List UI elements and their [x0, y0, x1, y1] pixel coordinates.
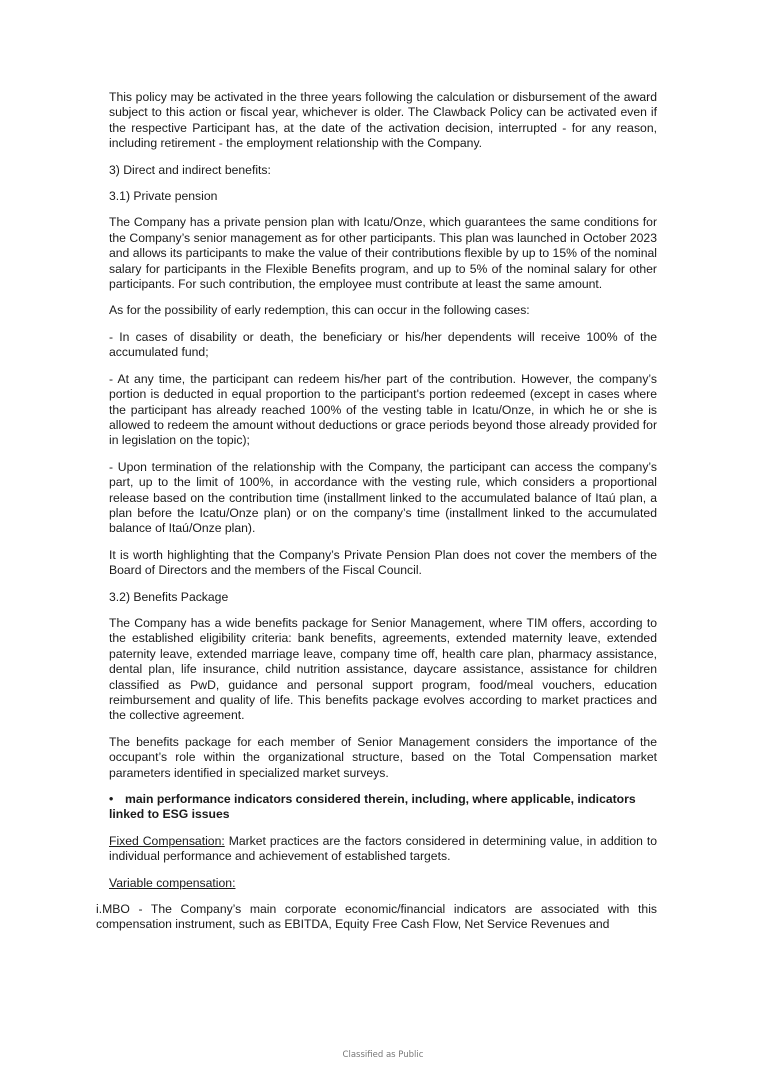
benefits-importance-paragraph: The benefits package for each member of Senior Management considers the importance of the occupant’s role within the organizational structure, based on the Total Compensation market parameters identified in specialized market surveys. [109, 734, 657, 780]
section-heading-benefits: 3) Direct and indirect benefits: [109, 162, 271, 177]
pension-coverage-note: It is worth highlighting that the Company’s Private Pension Plan does not cover the members of the Board of Directors and the members of the Fiscal Council. [109, 547, 657, 578]
fixed-compensation-label: Fixed Compensation: [109, 833, 225, 848]
clawback-paragraph: This policy may be activated in the three years following the calculation or disbursement of the award subject to this action or fiscal year, whichever is older. The Clawback Policy can be activated even if the respective Participant has, at the date of the activation decision, interrupted - for any reason, including retirement - the employment relationship with the Company. [109, 90, 657, 151]
mbo-text: MBO - The Company’s main corporate economic/financial indicators are associated with this compensation instrument, such as EBITDA, Equity Free Cash Flow, Net Service Revenues and [96, 902, 657, 932]
performance-indicators-heading [109, 792, 657, 823]
variable-compensation-label: Variable compensation: [109, 875, 236, 890]
document-page [96, 90, 657, 933]
redemption-case-disability: - In cases of disability or death, the beneficiary or his/her dependents will receive 100% of the accumulated fund; [109, 329, 657, 360]
variable-compensation-paragraph [109, 876, 657, 891]
fixed-compensation-text: Market practices are the factors considered in determining value, in addition to individual performance and achievement of established targets. [109, 833, 657, 864]
subsection-heading-benefits-package: 3.2) Benefits Package [109, 589, 229, 604]
pension-plan-paragraph: The Company has a private pension plan with Icatu/Onze, which guarantees the same conditions for the Company’s senior management as for other participants. This plan was launched in October 2023 and allows its participants to make the value of their contributions flexible by up to 15% of the nominal salary for participants in the Flexible Benefits program, and up to 5% of the nominal salary for other participants. For such contribution, the employee must contribute at least the same amount. [109, 215, 657, 292]
bullet-icon: • [109, 792, 114, 807]
classification-footer: Classified as Public [342, 1050, 424, 1060]
redemption-case-termination: - Upon termination of the relationship with the Company, the participant can access the company’s part, up to the limit of 100%, in accordance with the vesting rule, which considers a proportional release based on the contribution time (installment linked to the accumulated balance of Itaú plan, a plan before the Icatu/Onze plan) or on the company’s time (installment linked to the accumulated balance of Itaú/Onze plan). [109, 459, 657, 536]
roman-numeral: i. [96, 902, 103, 917]
mbo-list-item [96, 902, 657, 933]
early-redemption-intro: As for the possibility of early redemption, this can occur in the following cases: [109, 303, 530, 318]
benefits-package-paragraph: The Company has a wide benefits package for Senior Management, where TIM offers, according to the established eligibility criteria: bank benefits, agreements, extended maternity leave, extended paternity leave, extended marriage leave, company time off, health care plan, pharmacy assistance, dental plan, life insurance, child nutrition assistance, daycare assistance, assistance for children classified as PwD, guidance and personal support program, food/meal vouchers, education reimbursement and quality of life. This benefits package evolves according to market practices and the collective agreement. [109, 615, 657, 723]
fixed-compensation-paragraph [109, 834, 657, 865]
redemption-case-anytime: - At any time, the participant can redeem his/her part of the contribution. However, the company’s portion is deducted in equal proportion to the participant's portion redeemed (except in cases where the participant has already reached 100% of the vesting table in Icatu/Onze, in which he or she is allowed to redeem the amount without deductions or grace periods beyond those already provided for in legislation on the topic); [109, 371, 657, 448]
performance-indicators-text: main performance indicators considered therein, including, where applicable, indicators linked to ESG issues [109, 792, 636, 822]
subsection-heading-private-pension: 3.1) Private pension [109, 189, 218, 204]
